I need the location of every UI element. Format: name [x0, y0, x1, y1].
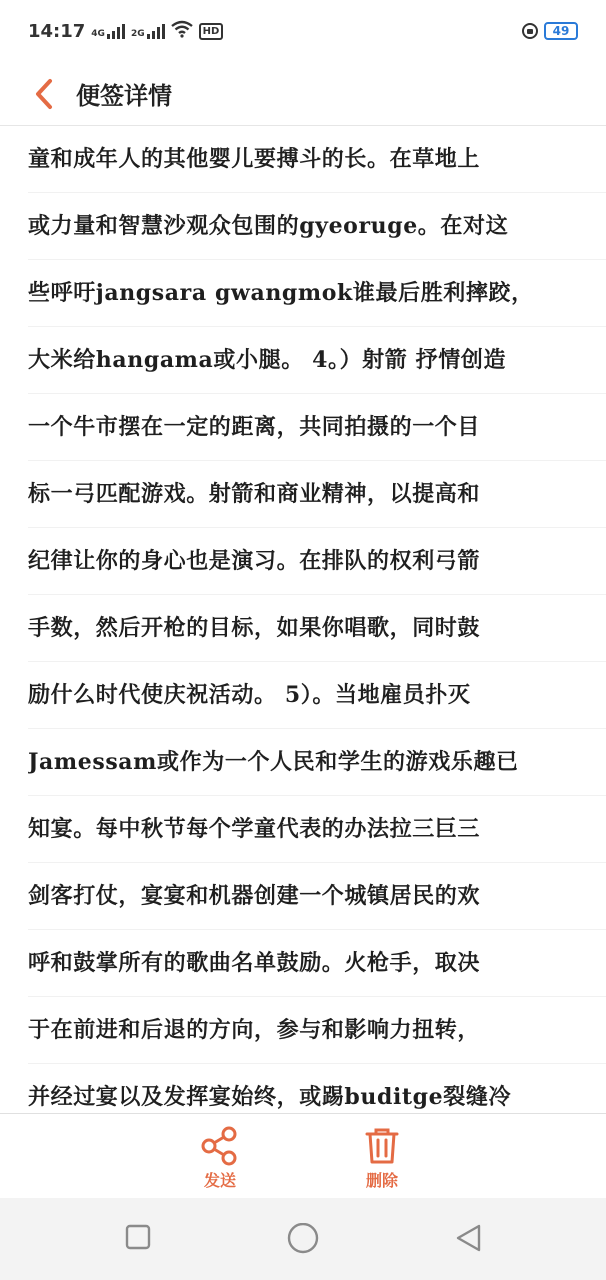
- send-button[interactable]: [199, 1126, 241, 1191]
- trash-icon: [362, 1126, 402, 1166]
- note-line: 纪律让你的身心也是演习。在排队的权利弓箭: [28, 528, 606, 595]
- note-line: 或力量和智慧沙观众包围的gyeoruge。在对这: [28, 193, 606, 260]
- status-right: [522, 22, 578, 40]
- square-icon: [124, 1223, 152, 1253]
- delete-label: 删除: [365, 1173, 398, 1190]
- lock-icon: [522, 23, 538, 39]
- note-line: 手数，然后开枪的目标，如果你唱歌，同时鼓: [28, 595, 606, 662]
- status-time: 14:17: [28, 20, 86, 42]
- net-4g-label: 4G: [91, 29, 105, 39]
- signal-icon: [147, 23, 165, 39]
- hd-badge: [199, 23, 224, 40]
- note-line: 大米给hangama或小腿。 4。）射箭 抒情创造: [28, 327, 606, 394]
- send-label: 发送: [203, 1173, 236, 1190]
- status-left: [28, 20, 223, 43]
- note-line: 励什么时代使庆祝活动。 5）。当地雇员扑灭: [28, 662, 606, 729]
- circle-icon: [286, 1223, 320, 1257]
- note-line: 一个牛市摆在一定的距离，共同拍摄的一个目: [28, 394, 606, 461]
- note-line: 些呼吁jangsara gwangmok谁最后胜利摔跤，: [28, 260, 606, 327]
- note-content[interactable]: [0, 126, 606, 1113]
- wifi-icon: [171, 20, 193, 43]
- net-2g-label: 2G: [130, 29, 145, 39]
- signal-icon: [107, 23, 125, 39]
- back-button[interactable]: [18, 69, 70, 119]
- delete-button[interactable]: [362, 1126, 402, 1191]
- note-line: 知宴。每中秋节每个学童代表的办法拉三巨三: [28, 796, 606, 863]
- back-nav-button[interactable]: [452, 1223, 484, 1259]
- net-4g-signal: [91, 23, 125, 39]
- app-header: [0, 62, 606, 125]
- note-line: 剑客打仗，宴宴和机器创建一个城镇居民的欢: [28, 863, 606, 930]
- bottom-action-bar: [0, 1114, 606, 1198]
- page-title: 便签详情: [76, 84, 172, 110]
- chevron-left-icon: [33, 78, 55, 110]
- net-2g-signal: [131, 23, 165, 39]
- note-line: Jamessam或作为一个人民和学生的游戏乐趣已: [28, 729, 606, 796]
- hd-label: HD: [202, 25, 220, 37]
- share-icon: [199, 1126, 241, 1166]
- note-line: 标一弓匹配游戏。射箭和商业精神，以提高和: [28, 461, 606, 528]
- note-line: 呼和鼓掌所有的歌曲名单鼓励。火枪手，取决: [28, 930, 606, 997]
- note-line: 并经过宴以及发挥宴始终，或踢buditge裂缝冷: [28, 1064, 606, 1113]
- status-bar: [0, 0, 606, 62]
- recent-apps-button[interactable]: [124, 1223, 152, 1257]
- triangle-back-icon: [452, 1223, 484, 1255]
- note-line: 童和成年人的其他婴儿要搏斗的长。在草地上: [28, 126, 606, 193]
- battery-indicator: [544, 22, 578, 40]
- battery-level: 49: [552, 24, 570, 38]
- note-line: 于在前进和后退的方向，参与和影响力扭转，: [28, 997, 606, 1064]
- system-nav-bar: [0, 1198, 606, 1280]
- home-button[interactable]: [286, 1223, 320, 1261]
